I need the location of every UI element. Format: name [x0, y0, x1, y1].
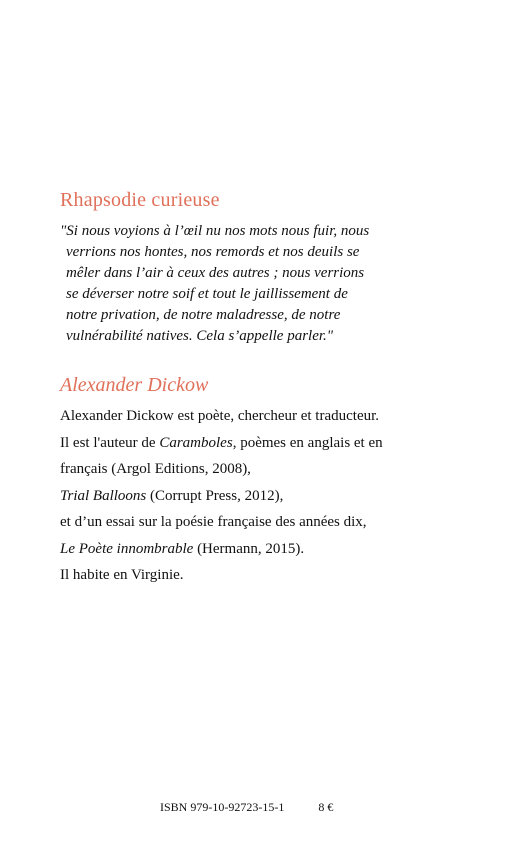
- price-label: 8 €: [318, 800, 334, 814]
- bio-line: Alexander Dickow est poète, chercheur et traducteur.: [60, 408, 380, 424]
- epigraph-quote: [60, 221, 390, 347]
- quote-line: notre privation, de notre maladresse, de notre: [66, 307, 341, 323]
- bio-line: [60, 483, 383, 510]
- isbn-number: ISBN 979-10-92723-15-1: [160, 800, 285, 814]
- book-title-le-poete-innombrable: Le Poète innombrable: [60, 540, 194, 557]
- bio-text: Il est l'auteur de: [60, 434, 160, 451]
- quote-line: vulnérabilité natives. Cela s’appelle parler.": [66, 328, 334, 344]
- bio-line: Il habite en Virginie.: [60, 567, 184, 583]
- quote-line: verrions nos hontes, nos remords et nos deuils se: [66, 244, 360, 260]
- book-title-caramboles: Caramboles: [159, 434, 233, 451]
- author-name: Alexander Dickow: [60, 374, 209, 396]
- author-bio: [60, 403, 383, 589]
- bio-line: [60, 430, 383, 457]
- quote-line: mêler dans l’air à ceux des autres ; nous verrions: [66, 265, 365, 281]
- isbn-price-footer: [160, 800, 333, 815]
- bio-text: (Corrupt Press, 2012),: [146, 487, 284, 504]
- quote-line: "Si nous voyions à l’œil nu nos mots nous fuir, nous: [60, 223, 370, 239]
- book-title: Rhapsodie curieuse: [60, 189, 220, 211]
- quote-line: se déverser notre soif et tout le jaillissement de: [66, 286, 348, 302]
- bio-line: [60, 536, 383, 563]
- bio-line: français (Argol Editions, 2008),: [60, 461, 251, 477]
- bio-text: (Hermann, 2015).: [193, 540, 305, 557]
- bio-line: et d’un essai sur la poésie française des années dix,: [60, 514, 367, 530]
- book-title-trial-balloons: Trial Balloons: [60, 487, 147, 504]
- bio-text: , poèmes en anglais et en: [232, 434, 383, 451]
